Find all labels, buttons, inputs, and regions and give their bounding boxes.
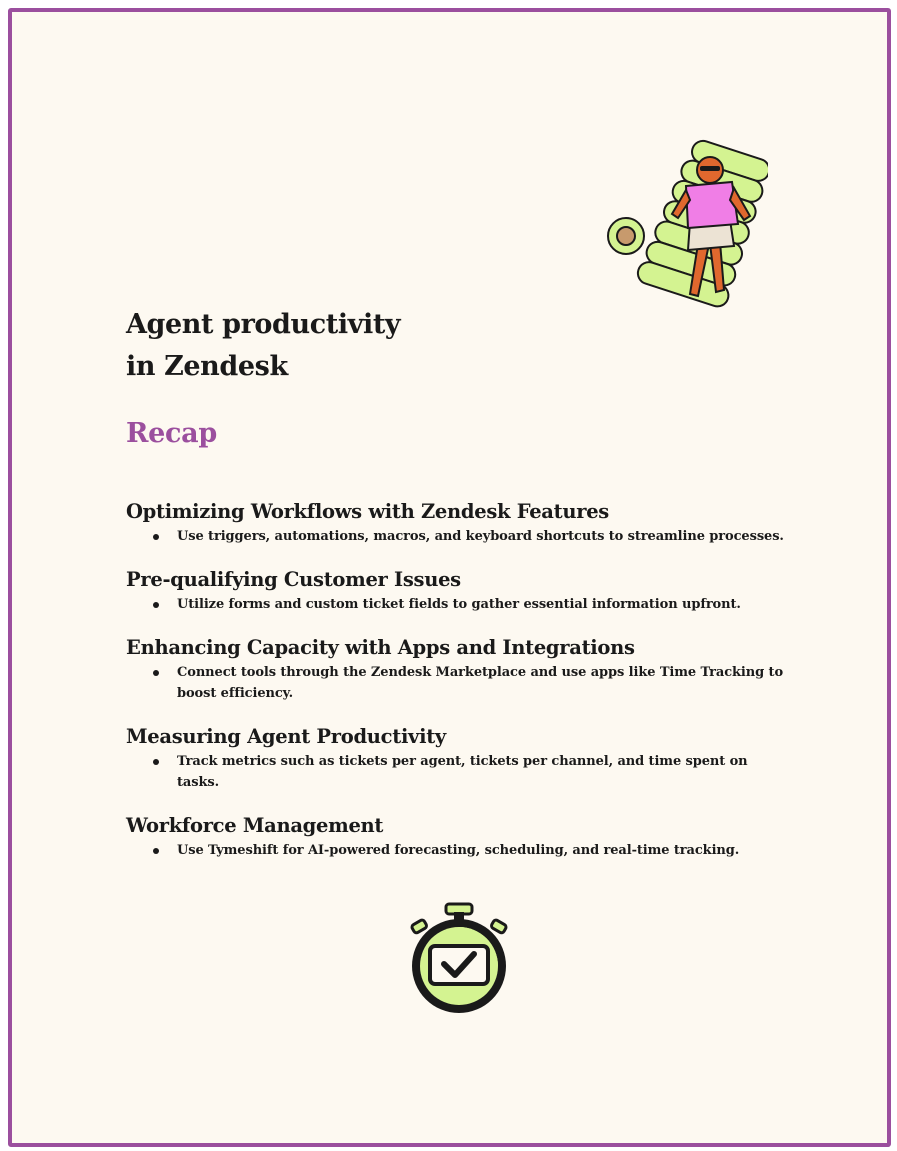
stopwatch-check-icon: [404, 900, 514, 1018]
section-heading: Optimizing Workflows with Zendesk Features: [126, 500, 609, 523]
section-capacity: [126, 634, 786, 704]
section-heading: Enhancing Capacity with Apps and Integrations: [126, 636, 635, 659]
person-on-pool-float-illustration: [598, 134, 768, 319]
section-measuring: [126, 723, 786, 793]
section-heading: Workforce Management: [126, 814, 384, 837]
title-line-1: Agent productivity: [126, 309, 401, 340]
section-bullet: Use triggers, automations, macros, and keyboard shortcuts to streamline processes.: [126, 526, 786, 547]
recap-sections: [126, 498, 786, 861]
section-workflows: [126, 498, 786, 547]
document-page: [8, 8, 891, 1147]
section-bullet: Track metrics such as tickets per agent, tickets per channel, and time spent on tasks.: [126, 751, 786, 793]
section-prequalifying: [126, 566, 786, 615]
title-line-2: in Zendesk: [126, 351, 288, 382]
recap-heading: Recap: [126, 418, 217, 449]
section-heading: Measuring Agent Productivity: [126, 725, 446, 748]
section-bullet: Utilize forms and custom ticket fields to gather essential information upfront.: [126, 594, 786, 615]
section-bullet: Use Tymeshift for AI-powered forecasting, scheduling, and real-time tracking.: [126, 840, 786, 861]
section-bullet: Connect tools through the Zendesk Marketplace and use apps like Time Tracking to boost efficiency.: [126, 662, 786, 704]
section-workforce: [126, 812, 786, 861]
section-heading: Pre-qualifying Customer Issues: [126, 568, 461, 591]
page-title: [126, 304, 400, 388]
